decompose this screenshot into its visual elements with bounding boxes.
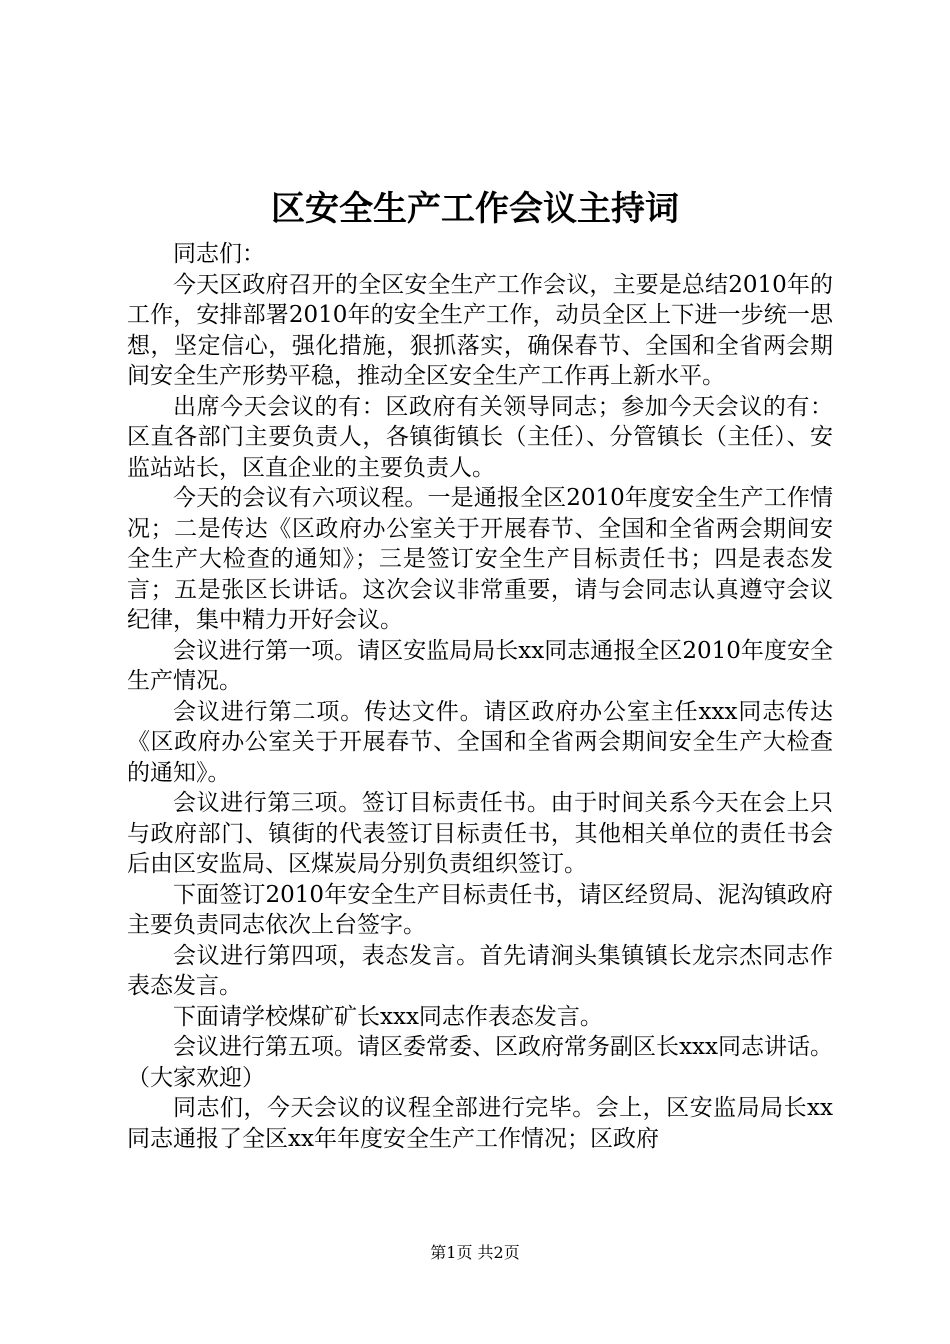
paragraph: 下面请学校煤矿矿长xxx同志作表态发言。	[173, 1003, 603, 1030]
document-title: 区安全生产工作会议主持词	[271, 189, 679, 229]
paragraph: 今天的会议有六项议程。一是通报全区2010年度安全生产工作情况；二是传达《区政府办公室关于开展春节、全国和全省两会期间安全生产大检查的通知》；三是签订安全生产目标责任书；四是表态发言；五是张区长讲话。这次会议非常重要，请与会同志认真遵守会议纪律，集中精力开好会议。	[127, 485, 833, 633]
paragraph: 今天区政府召开的全区安全生产工作会议，主要是总结2010年的工作，安排部署2010年的安全生产工作，动员全区上下进一步统一思想，坚定信心，强化措施，狠抓落实，确保春节、全国和全省两会期间安全生产形势平稳，推动全区安全生产工作再上新水平。	[127, 271, 833, 389]
page-number-footer: 第1页 共2页	[430, 1243, 520, 1262]
paragraph: 会议进行第五项。请区委常委、区政府常务副区长xxx同志讲话。（大家欢迎）	[127, 1034, 833, 1091]
paragraph: 下面签订2010年安全生产目标责任书，请区经贸局、泥沟镇政府主要负责同志依次上台签字。	[127, 881, 833, 938]
paragraph: 会议进行第一项。请区安监局局长xx同志通报全区2010年度安全生产情况。	[127, 637, 833, 694]
paragraph: 会议进行第二项。传达文件。请区政府办公室主任xxx同志传达《区政府办公室关于开展春节、全国和全省两会期间安全生产大检查的通知》。	[127, 698, 833, 786]
document-body	[127, 239, 833, 1154]
paragraph: 同志们，今天会议的议程全部进行完毕。会上，区安监局局长xx同志通报了全区xx年年度安全生产工作情况；区政府	[127, 1095, 833, 1152]
greeting: 同志们：	[173, 241, 265, 267]
paragraph: 出席今天会议的有：区政府有关领导同志；参加今天会议的有：区直各部门主要负责人，各镇街镇长（主任）、分管镇长（主任）、安监站站长，区直企业的主要负责人。	[127, 393, 833, 481]
paragraph: 会议进行第三项。签订目标责任书。由于时间关系今天在会上只与政府部门、镇街的代表签订目标责任书，其他相关单位的责任书会后由区安监局、区煤炭局分别负责组织签订。	[127, 790, 833, 877]
paragraph: 会议进行第四项，表态发言。首先请涧头集镇镇长龙宗杰同志作表态发言。	[127, 942, 833, 999]
